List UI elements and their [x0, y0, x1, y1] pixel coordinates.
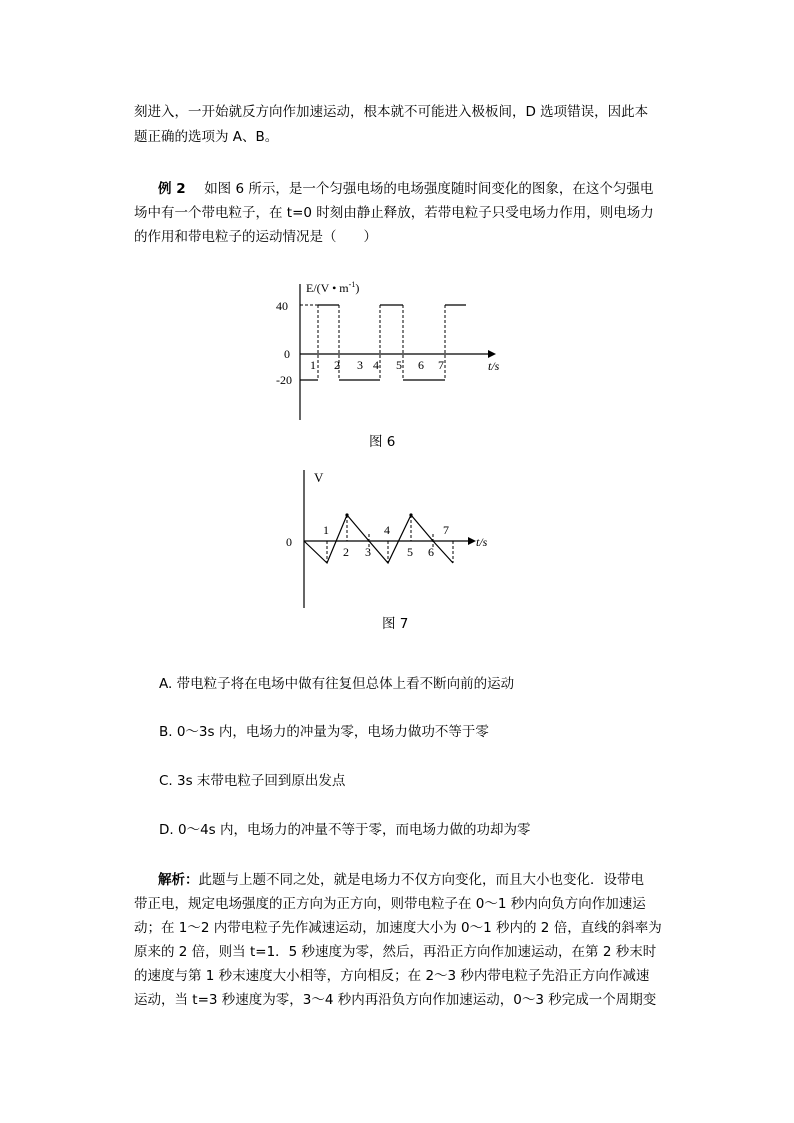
x-tick-1: 1: [310, 358, 316, 372]
x-tick-1: 1: [323, 523, 329, 537]
x-tick-2: 2: [334, 358, 340, 372]
x-tick-4: 4: [384, 523, 390, 537]
option-b: B. 0～3s 内，电场力的冲量为零，电场力做功不等于零: [159, 724, 489, 740]
question-line-2: 场中有一个带电粒子，在 t=0 时刻由静止释放，若带电粒子只受电场力作用，则电场力: [134, 205, 654, 221]
intro-line-1: 刻进入，一开始就反方向作加速运动，根本就不可能进入极板间，D 选项错误，因此本: [134, 104, 649, 120]
x-tick-6: 6: [418, 358, 424, 372]
x-tick-7: 7: [438, 358, 444, 372]
y-tick-neg20: -20: [276, 373, 292, 387]
x-axis-arrow-icon: [488, 350, 496, 358]
x-tick-3: 3: [365, 545, 371, 559]
y-axis-label: V: [314, 470, 324, 485]
question-line-3: 的作用和带电粒子的运动情况是（ ）: [134, 229, 377, 245]
origin-label: 0: [286, 535, 292, 549]
option-c: C. 3s 末带电粒子回到原出发点: [159, 773, 346, 789]
option-d: D. 0～4s 内，电场力的冲量不等于零，而电场力做的功却为零: [159, 822, 531, 838]
x-axis-arrow-icon: [468, 537, 476, 545]
analysis-line-1: [158, 871, 644, 889]
analysis-line-3: 动；在 1～2 内带电粒子先作减速运动，加速度大小为 0～1 秒内的 2 倍，直线的斜率为: [134, 920, 662, 936]
x-tick-7: 7: [443, 523, 449, 537]
option-a: A. 带电粒子将在电场中做有往复但总体上看不断向前的运动: [159, 676, 515, 692]
x-axis-label: t/s: [476, 535, 488, 549]
y-tick-0: 0: [284, 347, 290, 361]
analysis-line-5: 的速度与第 1 秒末速度大小相等，方向相反；在 2～3 秒内带电粒子先沿正方向作减速: [134, 968, 650, 984]
figure-7-graph: [280, 462, 510, 614]
x-tick-5: 5: [396, 358, 402, 372]
x-tick-6: 6: [428, 545, 434, 559]
x-tick-3: 3: [357, 358, 363, 372]
x-tick-4: 4: [373, 358, 379, 372]
figure-6-graph: [270, 270, 510, 430]
x-tick-5: 5: [407, 545, 413, 559]
y-axis-label: E/(V • $m^{-1}$): [306, 280, 360, 295]
x-axis-label: t/s: [488, 359, 500, 373]
intro-line-2: 题正确的选项为 A、B。: [134, 129, 279, 145]
question-line-1: [158, 180, 653, 198]
figure-7-caption: 图 7: [382, 616, 409, 632]
y-tick-40: 40: [276, 299, 288, 313]
question-text-1: 如图 6 所示，是一个匀强电场的电场强度随时间变化的图象，在这个匀强电: [204, 181, 654, 197]
analysis-line-4: 原来的 2 倍，则当 t=1．5 秒速度为零，然后，再沿正方向作加速运动，在第 2 秒末时: [134, 944, 657, 960]
analysis-line-2: 带正电，规定电场强度的正方向为正方向，则带电粒子在 0～1 秒内向负方向作加速运: [134, 896, 646, 912]
question-label: 例 2: [158, 181, 186, 197]
figure-6-caption: 图 6: [369, 434, 396, 450]
analysis-label: 解析：: [158, 872, 199, 888]
analysis-text-1: 此题与上题不同之处，就是电场力不仅方向变化，而且大小也变化．设带电: [198, 872, 644, 888]
x-tick-2: 2: [343, 545, 349, 559]
analysis-line-6: 运动，当 t=3 秒速度为零，3～4 秒内再沿负方向作加速运动，0～3 秒完成一个周期变: [134, 992, 657, 1008]
